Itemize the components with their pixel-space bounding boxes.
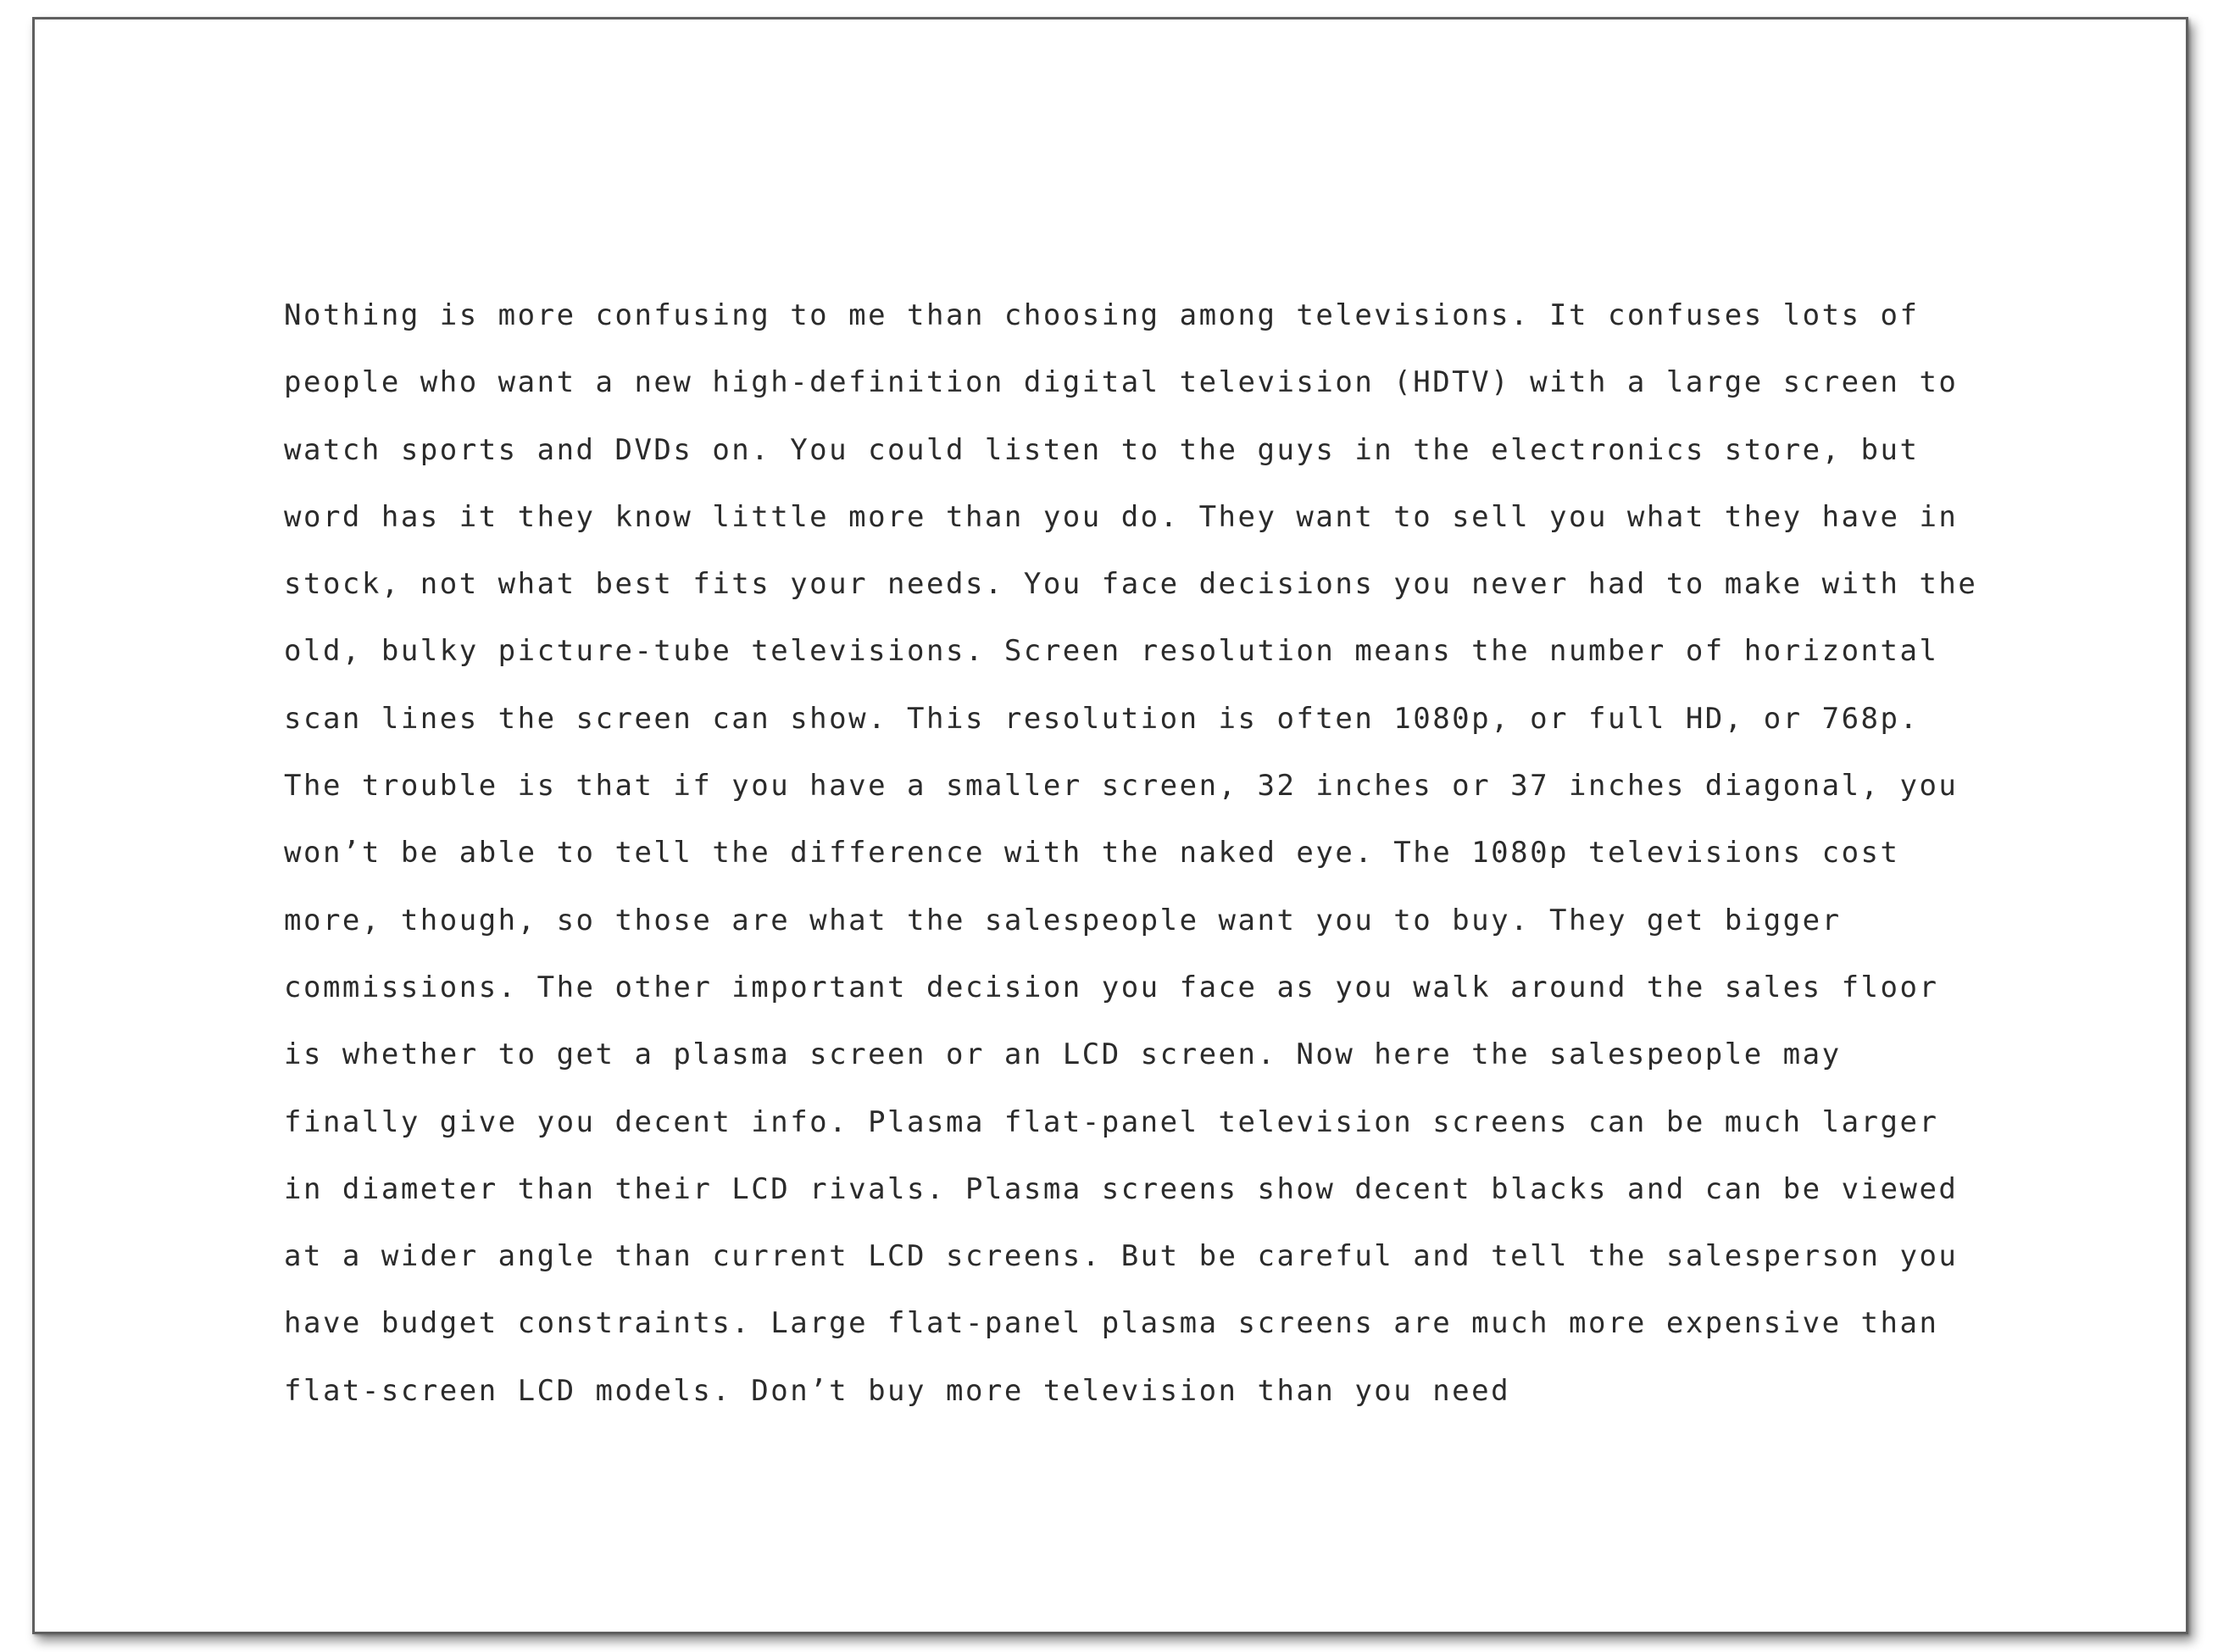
- paragraph-line: watch sports and DVDs on. You could listen to the guys in the electronics store, but: [284, 432, 1920, 467]
- paragraph-line: flat-screen LCD models. Don’t buy more television than you need: [284, 1373, 1511, 1408]
- paragraph-line: old, bulky picture-tube televisions. Screen resolution means the number of horizontal: [284, 634, 1939, 669]
- paragraph-line: have budget constraints. Large flat-panel plasma screens are much more expensive than: [284, 1306, 1939, 1341]
- paragraph-line: is whether to get a plasma screen or an LCD screen. Now here the salespeople may: [284, 1037, 1842, 1072]
- paragraph-line: stock, not what best fits your needs. You face decisions you never had to make with the: [284, 567, 1978, 602]
- paragraph-line: Nothing is more confusing to me than choosing among televisions. It confuses lots of: [284, 298, 1920, 332]
- body-paragraph: [284, 282, 2064, 1425]
- paragraph-line: finally give you decent info. Plasma flat-panel television screens can be much larger: [284, 1104, 1939, 1139]
- paragraph-line: people who want a new high-definition digital television (HDTV) with a large screen to: [284, 365, 1959, 400]
- document-page: [32, 17, 2188, 1634]
- paragraph-line: scan lines the screen can show. This resolution is often 1080p, or full HD, or 768p.: [284, 701, 1920, 736]
- paragraph-line: commissions. The other important decision you face as you walk around the sales floor: [284, 970, 1939, 1004]
- paragraph-line: at a wider angle than current LCD screens. But be careful and tell the salesperson you: [284, 1239, 1959, 1274]
- paragraph-line: more, though, so those are what the salespeople want you to buy. They get bigger: [284, 903, 1842, 937]
- paragraph-line: won’t be able to tell the difference with the naked eye. The 1080p televisions cost: [284, 836, 1900, 870]
- paragraph-line: The trouble is that if you have a smaller screen, 32 inches or 37 inches diagonal, you: [284, 769, 1959, 804]
- paragraph-line: in diameter than their LCD rivals. Plasma screens show decent blacks and can be viewed: [284, 1171, 1959, 1206]
- paragraph-line: word has it they know little more than you do. They want to sell you what they have in: [284, 499, 1959, 534]
